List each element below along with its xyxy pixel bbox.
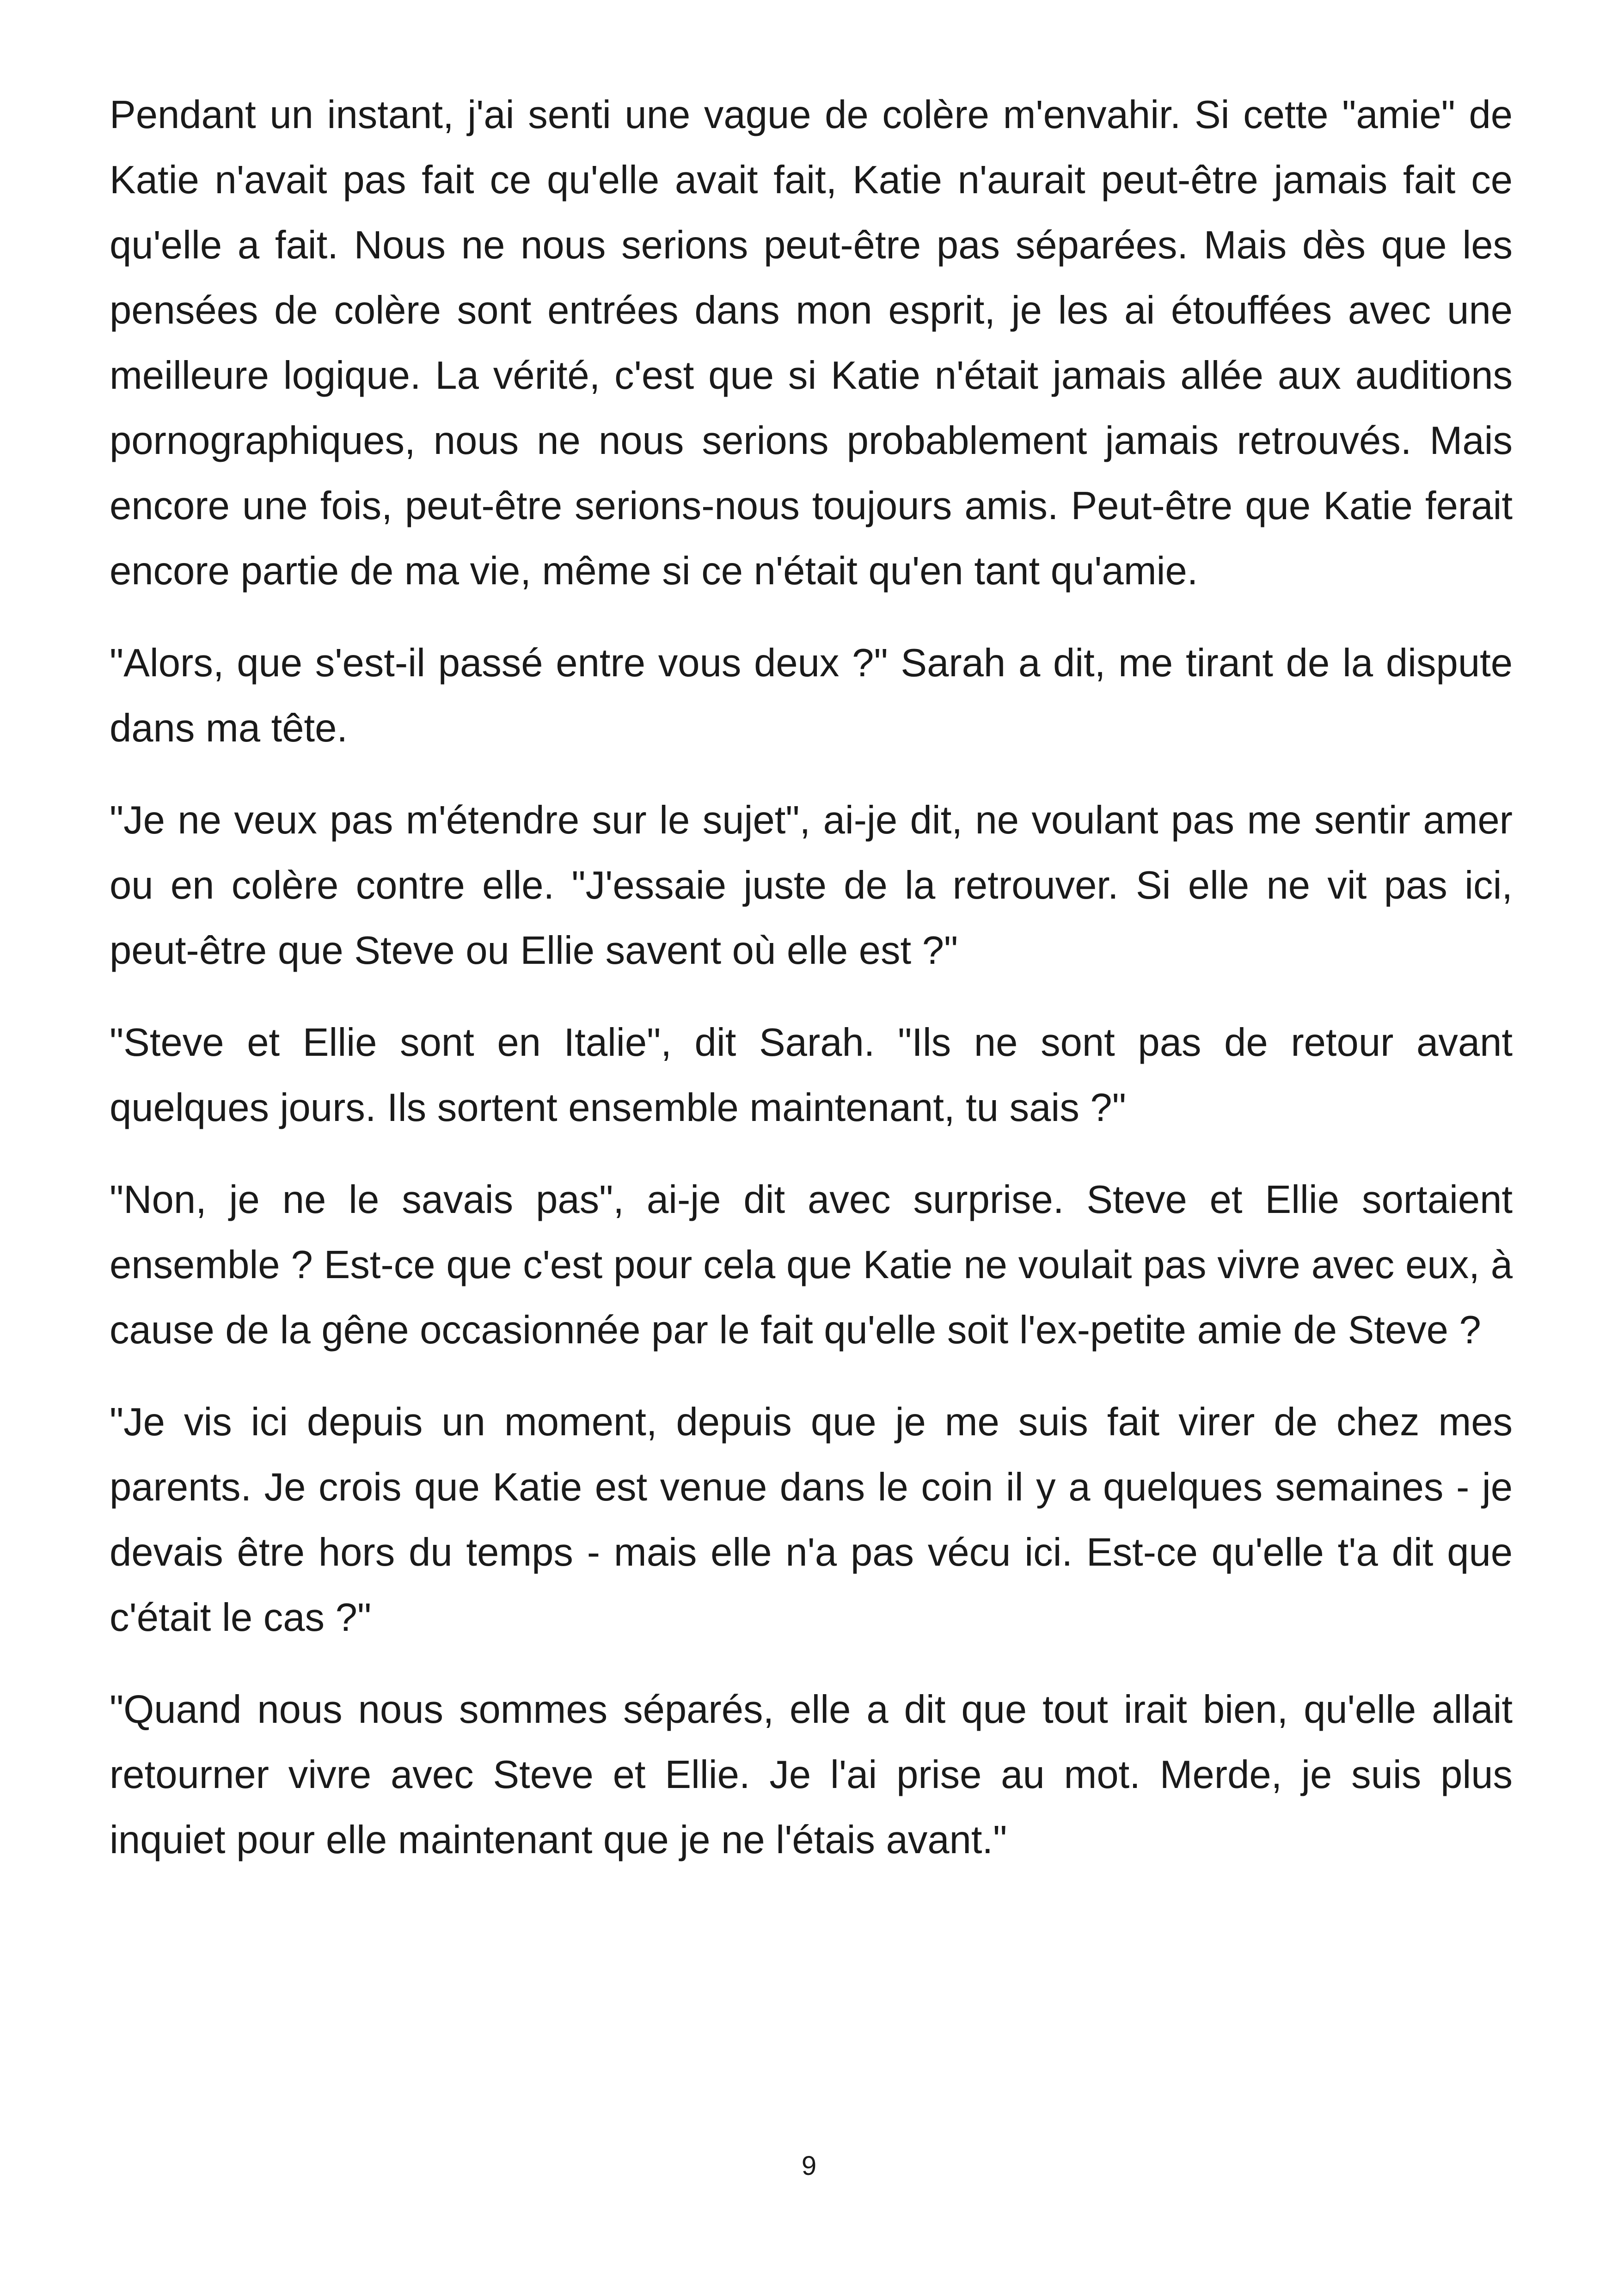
paragraph: "Non, je ne le savais pas", ai-je dit avec surprise. Steve et Ellie sortaient ensemble ? Est-ce que c'est pour cela que Katie ne voulait pas vivre avec eux, à cause de la gêne occasionnée par le fait qu'elle soit l'ex-petite amie de Steve ? <box>110 1178 1513 1352</box>
paragraph: "Je vis ici depuis un moment, depuis que je me suis fait virer de chez mes parents. Je crois que Katie est venue dans le coin il y a quelques semaines - je devais être hors du temps - mais elle n'a pas vécu ici. Est-ce qu'elle t'a dit que c'était le cas ?" <box>110 1400 1513 1640</box>
paragraph: Pendant un instant, j'ai senti une vague de colère m'envahir. Si cette "amie" de Katie n'avait pas fait ce qu'elle avait fait, Katie n'aurait peut-être jamais fait ce qu'elle a fait. Nous ne nous serions peut-être pas séparées. Mais dès que les pensées de colère sont entrées dans mon esprit, je les ai étouffées avec une meilleure logique. La vérité, c'est que si Katie n'était jamais allée aux auditions pornographiques, nous ne nous serions probablement jamais retrouvés. Mais encore une fois, peut-être serions-nous toujours amis. Peut-être que Katie ferait encore partie de ma vie, même si ce n'était qu'en tant qu'amie. <box>110 93 1513 593</box>
paragraph: "Je ne veux pas m'étendre sur le sujet", ai-je dit, ne voulant pas me sentir amer ou en colère contre elle. "J'essaie juste de la retrouver. Si elle ne vit pas ici, peut-être que Steve ou Ellie savent où elle est ?" <box>110 798 1513 973</box>
body-text <box>110 82 1513 1899</box>
page-number: 9 <box>801 2151 817 2181</box>
paragraph: "Steve et Ellie sont en Italie", dit Sarah. "Ils ne sont pas de retour avant quelques jours. Ils sortent ensemble maintenant, tu sais ?" <box>110 1021 1513 1130</box>
paragraph: "Quand nous nous sommes séparés, elle a dit que tout irait bien, qu'elle allait retourner vivre avec Steve et Ellie. Je l'ai prise au mot. Merde, je suis plus inquiet pour elle maintenant que je ne l'étais avant." <box>110 1688 1513 1862</box>
paragraph: "Alors, que s'est-il passé entre vous deux ?" Sarah a dit, me tirant de la dispute dans ma tête. <box>110 641 1513 750</box>
